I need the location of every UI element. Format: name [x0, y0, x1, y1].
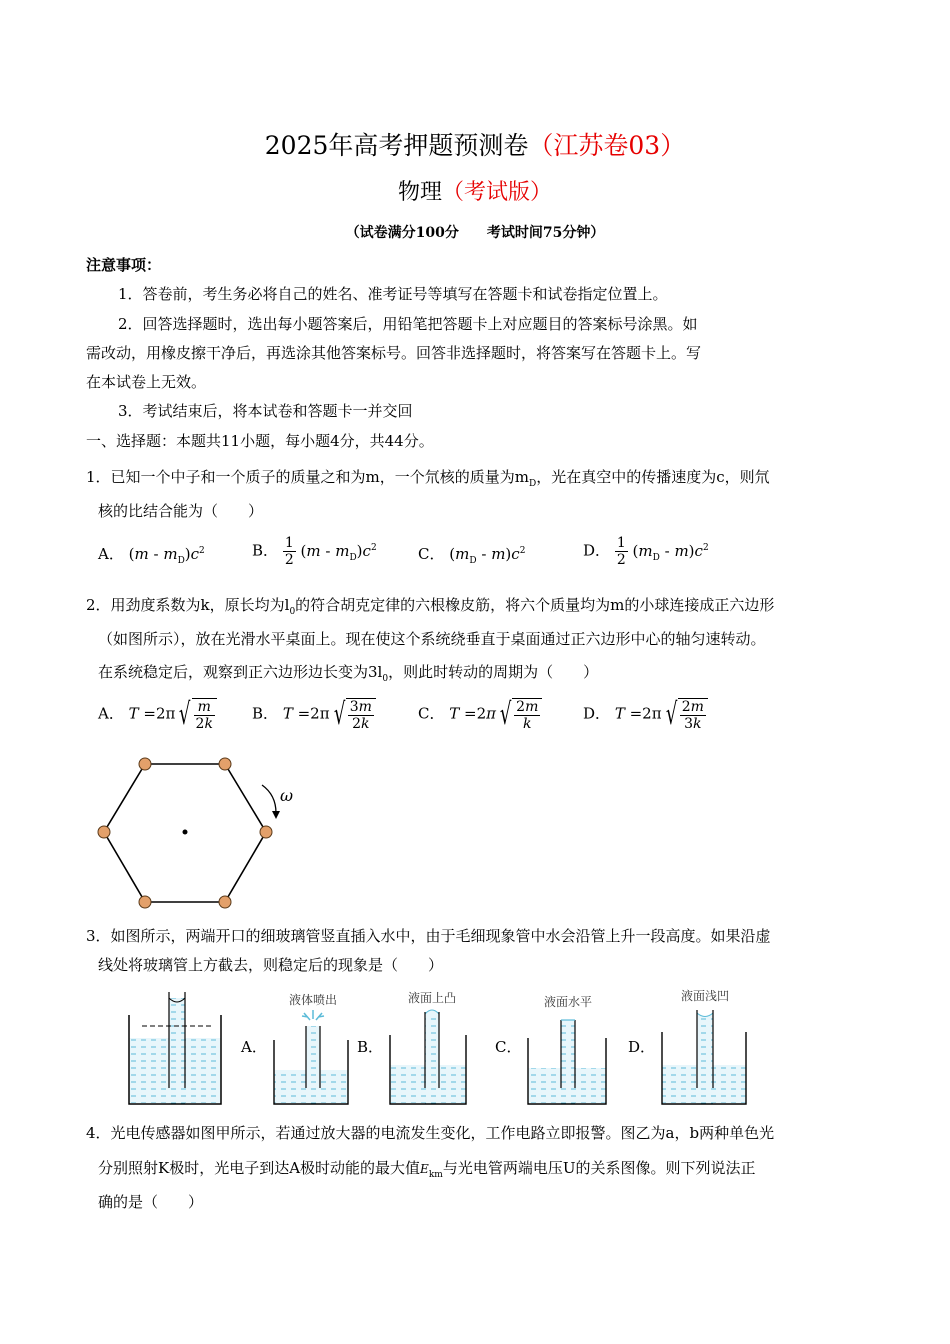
option-d-figure — [662, 988, 746, 1104]
svg-text:液面浅凹: 液面浅凹 — [680, 989, 730, 1003]
q1-formula-b: $(m - m_D)c^2$ — [300, 541, 377, 563]
q1-formula-d: $(m_D - m)c^2$ — [632, 541, 709, 563]
q2-option-a[interactable]: A． T =2π √ $\frac{m}{2k}$ — [98, 697, 217, 732]
notes-heading: 注意事项： — [86, 256, 162, 274]
q3-option-c[interactable]: C． — [495, 1038, 522, 1056]
capillary-figure — [120, 980, 760, 1110]
note-item-3: 3．考试结束后，将本试卷和答题卡一并交回 — [118, 402, 413, 420]
note-item-2-end: 在本试卷上无效。 — [86, 373, 207, 391]
page-title — [0, 126, 950, 162]
q1-stem-line1: 1．已知一个中子和一个质子的质量之和为m，一个氘核的质量为$m_D$，光在真空中的传播速度为c，则氘 — [86, 468, 770, 489]
exam-info: （试卷满分100分 考试时间75分钟） — [345, 225, 605, 241]
option-a-figure — [274, 992, 348, 1104]
q2-stem-line2: （如图所示），放在光滑水平桌面上。现在使这个系统绕垂直于桌面通过正六边形中心的轴匀速转动。 — [98, 630, 766, 648]
svg-text:液面水平: 液面水平 — [543, 995, 593, 1009]
q1-option-b[interactable]: B． $\frac{1}{2}$ $(m - m_D)c^2$ — [252, 535, 377, 568]
note-item-2-cont: 需改动，用橡皮擦干净后，再选涂其他答案标号。回答非选择题时，将答案写在答题卡上。写 — [86, 344, 702, 362]
q2-option-d[interactable]: D． T =2π √ $\frac{2m}{3k}$ — [583, 697, 708, 732]
q2-option-c[interactable]: C． T =2π √ $\frac{2m}{k}$ — [418, 697, 542, 732]
q1-option-c[interactable]: C． $(m_D - m)c^2$ — [418, 545, 526, 566]
svg-text:液体喷出: 液体喷出 — [288, 993, 338, 1007]
q3-option-d[interactable]: D． — [628, 1038, 656, 1056]
option-c-figure — [528, 994, 606, 1104]
subject-main: 物理 — [397, 180, 442, 205]
option-b-figure — [390, 990, 466, 1104]
section-heading: 一、选择题：本题共11小题，每小题4分，共44分。 — [86, 432, 434, 450]
q3-option-a[interactable]: A． — [241, 1038, 267, 1056]
omega-label: ω — [280, 786, 294, 805]
q1-formula-a: $(m - m_D)c^2$ — [128, 545, 205, 566]
q4-stem-line3: 确的是（ ） — [98, 1193, 204, 1211]
title-main: 2025年高考押题预测卷 — [264, 131, 529, 160]
q2-option-b[interactable]: B． T =2π √ $\frac{3m}{2k}$ — [252, 697, 376, 732]
center-dot — [183, 830, 188, 835]
q2-stem-line3: 在系统稳定后，观察到正六边形边长变为$3l_0$，则此时转动的周期为（ ） — [98, 663, 599, 684]
ball — [139, 758, 151, 770]
q2-stem-line1: 2．用劲度系数为k，原长均为$l_0$的符合胡克定律的六根橡皮筋，将六个质量均为m的小球连接成正六边形 — [86, 596, 775, 617]
page-subtitle — [0, 175, 950, 206]
q3-stem-line1: 3．如图所示，两端开口的细玻璃管竖直插入水中，由于毛细现象管中水会沿管上升一段高度。如果沿虚 — [86, 927, 771, 945]
ball — [219, 896, 231, 908]
note-item-2: 2．回答选择题时，选出每小题答案后，用铅笔把答题卡上对应题目的答案标号涂黑。如 — [118, 315, 698, 333]
q1-option-a[interactable]: A． $(m - m_D)c^2$ — [98, 545, 205, 566]
title-red: （江苏卷03） — [528, 131, 686, 160]
ball — [98, 826, 110, 838]
svg-text:液面上凸: 液面上凸 — [407, 991, 457, 1005]
ball — [260, 826, 272, 838]
subject-red: （考试版） — [442, 180, 553, 205]
ball — [219, 758, 231, 770]
hexagon-figure — [90, 755, 310, 915]
original-setup — [129, 992, 221, 1104]
q4-stem-line1: 4．光电传感器如图甲所示，若通过放大器的电流发生变化，工作电路立即报警。图乙为a，b两种单色光 — [86, 1124, 775, 1142]
rotation-arrow — [262, 785, 276, 813]
note-item-1: 1．答卷前，考生务必将自己的姓名、准考证号等填写在答题卡和试卷指定位置上。 — [118, 285, 668, 303]
q3-option-b[interactable]: B． — [357, 1038, 384, 1056]
q1-option-d[interactable]: D． $\frac{1}{2}$ $(m_D - m)c^2$ — [583, 535, 709, 568]
q4-stem-line2: 分别照射K极时，光电子到达A极时动能的最大值$E_{km}$与光电管两端电压U的关系图像。则下列说法正 — [98, 1159, 756, 1180]
ball — [139, 896, 151, 908]
q3-stem-line2: 线处将玻璃管上方截去，则稳定后的现象是（ ） — [98, 956, 444, 974]
q1-formula-c: $(m_D - m)c^2$ — [449, 545, 526, 566]
q1-stem-line2: 核的比结合能为（ ） — [98, 502, 264, 520]
